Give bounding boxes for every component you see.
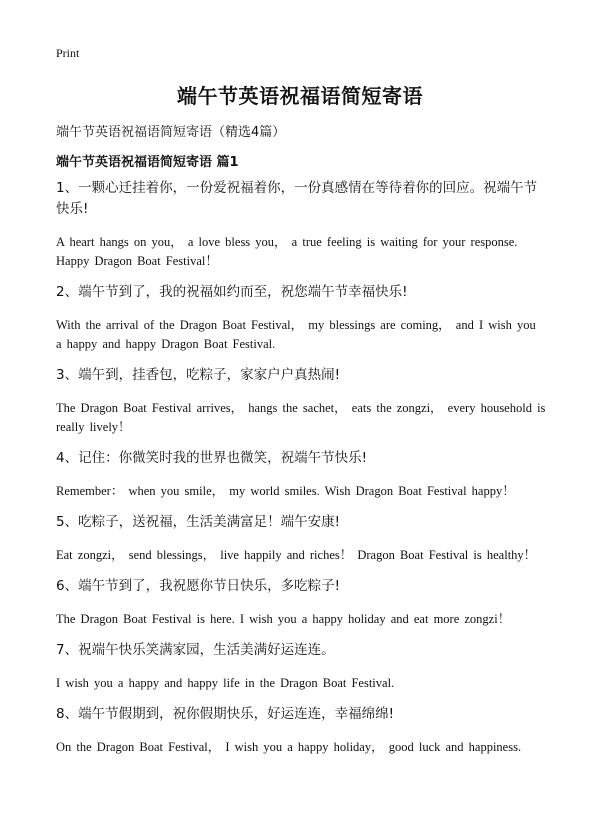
blessing-chinese: 6、端午节到了，我祝愿你节日快乐，多吃粽子! bbox=[56, 578, 341, 594]
blessing-chinese: 7、祝端午快乐笑满家园，生活美满好运连连。 bbox=[56, 642, 335, 658]
blessing-english: With the arrival of the Dragon Boat Festival， my blessings are coming， and I wish you a happy and happy Dragon Boat Festival. bbox=[56, 318, 536, 351]
blessing-chinese: 4、记住：你微笑时我的世界也微笑，祝端午节快乐! bbox=[56, 450, 368, 466]
blessing-chinese: 2、端午节到了，我的祝福如约而至，祝您端午节幸福快乐! bbox=[56, 284, 408, 300]
blessing-english: The Dragon Boat Festival arrives， hangs the sachet， eats the zongzi， every household is really lively！ bbox=[56, 401, 546, 434]
document-subtitle: 端午节英语祝福语简短寄语（精选4篇） bbox=[56, 125, 286, 140]
blessing-english: I wish you a happy and happy life in the Dragon Boat Festival. bbox=[56, 676, 395, 690]
blessing-list bbox=[56, 178, 546, 768]
section-heading: 端午节英语祝福语简短寄语 篇1 bbox=[56, 155, 239, 170]
blessing-entry bbox=[56, 282, 546, 354]
blessing-chinese: 3、端午到，挂香包，吃粽子，家家户户真热闹! bbox=[56, 367, 341, 383]
blessing-entry bbox=[56, 365, 546, 437]
blessing-chinese: 5、吃粽子，送祝福，生活美满富足！端午安康! bbox=[56, 514, 341, 530]
blessing-entry bbox=[56, 448, 546, 501]
blessing-entry bbox=[56, 512, 546, 565]
blessing-english: A heart hangs on you， a love bless you， a true feeling is waiting for your response. Happy Dragon Boat Festival！ bbox=[56, 235, 518, 268]
blessing-chinese: 1、一颗心迁挂着你，一份爱祝福着你，一份真感情在等待着你的回应。祝端午节快乐! bbox=[56, 180, 538, 217]
blessing-entry bbox=[56, 576, 546, 629]
blessing-english: Eat zongzi， send blessings， live happily and riches！ Dragon Boat Festival is healthy！ bbox=[56, 548, 537, 562]
blessing-entry bbox=[56, 178, 546, 271]
page-title: 端午节英语祝福语简短寄语 bbox=[177, 84, 423, 108]
blessing-english: Remember： when you smile， my world smiles. Wish Dragon Boat Festival happy！ bbox=[56, 484, 515, 498]
print-link[interactable]: Print bbox=[56, 46, 80, 60]
blessing-entry bbox=[56, 640, 546, 693]
blessing-chinese: 8、端午节假期到，祝你假期快乐，好运连连，幸福绵绵! bbox=[56, 706, 395, 722]
blessing-english: The Dragon Boat Festival is here. I wish you a happy holiday and eat more zongzi！ bbox=[56, 612, 511, 626]
blessing-english: On the Dragon Boat Festival， I wish you a happy holiday， good luck and happiness. bbox=[56, 740, 522, 754]
blessing-entry bbox=[56, 704, 546, 757]
